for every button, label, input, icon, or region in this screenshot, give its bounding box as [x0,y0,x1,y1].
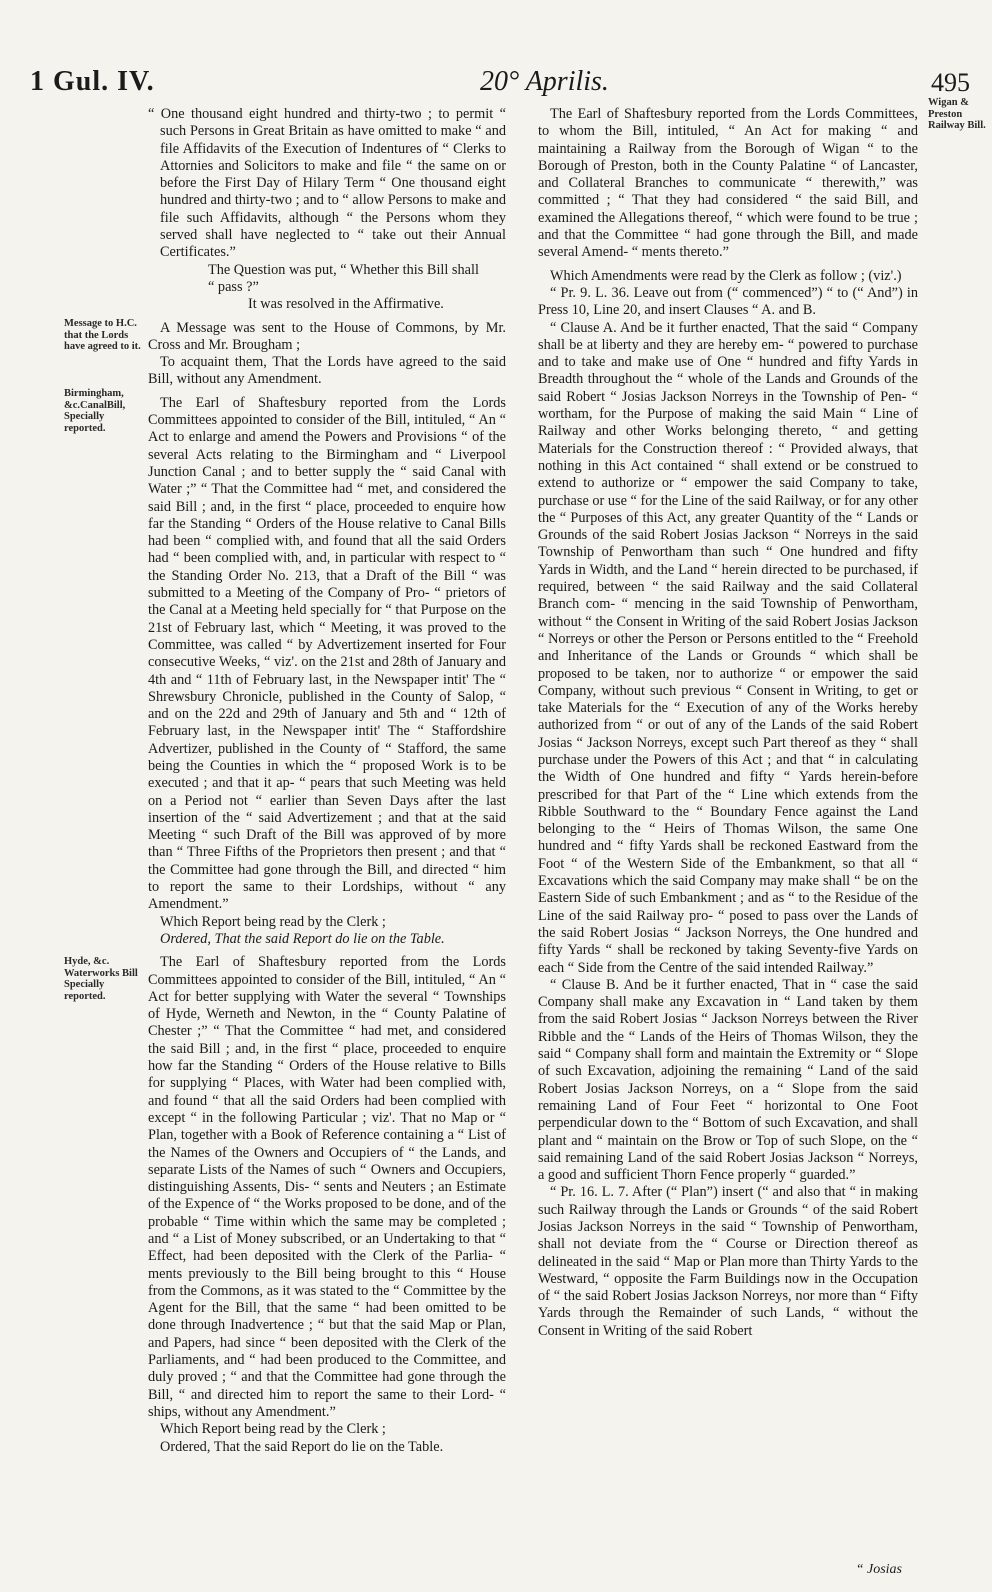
page-header [0,66,992,100]
paragraph: The Question was put, “ Whether this Bill shall [208,261,479,278]
right-column [538,106,918,1340]
paragraph: “ Clause B. And be it further enacted, That in “ case the said Company shall make any Excavation in “ Land taken by them from the said Robert Josias “ Jackson Norreys between the River Ribble and the “ Lands of the Heirs of Thomas Wilson, they the said “ Company shall form and maintain the Extremity or “ Slope of such Excavation, adjoining the remaining “ Land of the said Robert Josias Jackson Norreys, on a “ Slope from the said remaining Land of Four Feet “ horizontal to One Foot perpendicular down to the “ Bottom of such Excavation, and shall plant and “ maintain on the Brow or Top of such Slope, on the “ said remaining Land of the said Robert Josias Jackson “ Norreys, a good and sufficient Thorn Fence properly “ guarded.” [538,976,918,1184]
left-column [148,106,506,1456]
paragraph: Ordered, That the said Report do lie on the Table. [160,930,445,947]
margin-note-hyde: Hyde, &c. Waterworks Bill Specially reported. [64,956,138,1002]
catchword: “ Josias [855,1562,902,1577]
paragraph: “ Clause A. And be it further enacted, That the said “ Company shall be at liberty and they are hereby em- “ powered to purchase and to take and make use of One “ hundred and fifty Yards in Breadth throughout the “ whole of the Lands and Grounds of the said Robert “ Josias Jackson Norreys in the Township of Pen- “ wortham, for the Purpose of making the said Main “ Line of Railway and other Works belonging thereto, “ and getting Materials for the Construction thereof : “ Provided always, that nothing in this Act contained “ shall extend or be construed to extend to authorize or “ empower the said Company to take, purchase or use “ for the Line of the said Railway, or for any other the “ Purposes of this Act, any greater Quantity of the “ Lands or Grounds of the said Robert Josias Jackson “ Norreys in the said Township of Penwortham than such “ One hundred and fifty Yards in Width, and the Land “ herein directed to be purchased, if required, between “ the said Railway and the said Collateral Branch com- “ mencing in the said Township of Penwortham, without “ the Consent in Writing of the said Robert Josias Jackson “ Norreys or other the Person or Persons entitled to the “ Freehold and Inheritance of the Lands or Grounds “ which shall be proposed to be taken, nor to authorize “ or empower the said Company, without such previous “ Consent in Writing, to get or take Materials for the “ Execution of any of the Works hereby authorized from “ or out of any of the Lands of the said Robert Josias “ Jackson Norreys, except such Part thereof as they “ shall purchase under the Powers of this Act ; and that “ in calculating the Width of One hundred and fifty “ Yards herein-before prescribed for that Part of the “ Line which extends from the Ribble Southward to the “ Boundary Fence against the Land belonging to the “ Heirs of Thomas Wilson, the same One hundred and “ fifty Yards shall be reckoned Eastward from the Foot “ of the Western Side of the Embankment, so that all “ Excavations which the said Company may make shall “ be on the Eastern Side of such Embankment ; and as “ to the Residue of the Line of the said Railway pro- “ posed to pass over the Lands of the said Robert Josias “ Jackson Norreys, the One hundred and fifty Yards “ shall be reckoned by taking Seventy-five Yards on each “ Side from the Centre of the said intended Railway.” [538,319,918,976]
margin-note-birmingham: Birmingham, &c.CanalBill, Specially reported. [64,388,126,434]
paragraph: The Earl of Shaftesbury reported from the Lords Committees appointed to consider of the Bill, intituled, “ An “ Act to enlarge and amend the Powers and Provisions “ of the several Acts relating to the Birmingham and “ Liverpool Junction Canal ; and to better supply the “ said Canal with Water ;” “ That the Committee had “ met, and considered the said Bill ; and, in the first “ place, proceeded to enquire how far the Standing “ Orders of the House relative to Canal Bills had been “ complied with, and found that all the said Orders had “ been complied with, and, in particular with respect to “ the Standing Order No. 213, that a Draft of the Bill “ was submitted to a Meeting of the Company of Pro- “ prietors of the Canal at a Meeting held specially for “ that Purpose on the 21st of February last, which “ Meeting, it was proved to the Committee, was called “ by Advertizement inserted for Four consecutive Weeks, “ viz'. on the 21st and 28th of January and 4th and “ 11th of February last, in the Newspaper intit' The “ Shrewsbury Chronicle, published in the County of Salop, “ and on the 22d and 29th of January and 5th and “ 12th of February last, in the Newspaper intit' The “ Staffordshire Advertizer, published in the County of “ Stafford, the same being the Counties in which the “ proposed Work is to be executed ; and that it ap- “ pears that such Meeting was held on a Period not “ earlier than Seven Days after the last insertion of the “ said Advertizement ; and that at the said Meeting “ such Draft of the Bill was approved of by more than “ Three Fifths of the Proprietors then present ; and that “ the Committee had gone through the Bill, and directed “ him to report the same to their Lordships, without “ any Amendment.” [148,394,506,913]
paragraph: “ One thousand eight hundred and thirty-two ; to permit “ such Persons in Great Britain as have omitted to make “ and file Affidavits of the Execution of Indentures of “ Clerks to Attornies and Solicitors to make and file “ the same on or before the First Day of Hilary Term “ One thousand eight hundred and thirty-two ; and to “ allow Persons to make and file such Affidavits, although “ the Persons whom they served shall have neglected to “ take out their Annual Certificates.” [148,106,506,261]
paragraph: “ pass ?” [208,278,259,295]
page-number: 495 [931,68,970,97]
regnal-year: 1 Gul. IV. [30,66,155,97]
paragraph: It was resolved in the Affirmative. [248,296,444,313]
paragraph: To acquaint them, That the Lords have agreed to the said Bill, without any Amendment. [148,354,506,388]
page-date: 20° Aprilis. [480,66,609,97]
paragraph: The Earl of Shaftesbury reported from the Lords Committees appointed to consider of the Bill, intituled, “ An “ Act for better supplying with Water the several “ Townships of Hyde, Werneth and Newton, in the “ County Palatine of Chester ;” “ That the Committee “ had met, and considered the said Bill ; and, in the first “ place, proceeded to enquire how far the Standing “ Orders of the House relative to Bills for supplying “ Places, with Water had been complied with, and found “ that all the said Orders had been complied with except “ in the following Particular ; viz'. That no Map or “ Plan, together with a Book of Reference containing a “ List of the Names of the Owners and Occupiers of “ the Lands, and separate Lists of the Names of such “ Owners and Occupiers, distinguishing Assents, Dis- “ sents and Neuters ; an Estimate of the Expence of “ the Works proposed to be done, and of the probable “ Time within which the same may be completed ; and “ a List of Money subscribed, or an Undertaking to that “ Effect, had been deposited with the Clerk of the Parlia- “ ments previously to the Bill being brought to this “ House from the Commons, as it was stated to the “ Committee by the Agent for the Bill, that the same “ had been omitted to be done through Inadvertence ; “ but that the said Map or Plan, and Papers, had since “ been deposited with the Clerk of the Parliaments, and “ had been produced to the Committee, and duly proved ; “ and that the Committee had gone through the Bill, “ and directed him to report the same to their Lord- “ ships, without any Amendment.” [148,954,506,1420]
paragraph: Which Amendments were read by the Clerk as follow ; (viz'.) [550,267,902,284]
margin-note-message: Message to H.C. that the Lords have agreed to it. [64,318,141,352]
paragraph: Which Report being read by the Clerk ; [160,1421,386,1438]
paragraph: “ Pr. 9. L. 36. Leave out from (“ commenced”) “ to (“ And”) in Press 10, Line 20, and insert Clauses “ A. and B. [538,284,918,319]
margin-note-wigan: Wigan & Preston Railway Bill. [928,97,986,131]
paragraph: Ordered, That the said Report do lie on the Table. [160,1438,444,1455]
paragraph: The Earl of Shaftesbury reported from the Lords Committees, to whom the Bill, intituled, “ An Act for making “ and maintaining a Railway from the Borough of Wigan “ to the Borough of Preston, both in the County Palatine “ of Lancaster, and Collateral Branches to communicate “ therewith,” was committed ; “ That they had considered “ the said Bill, and examined the Allegations thereof, “ which were found to be true ; and that the Committee “ had gone through the Bill, and made several Amend- “ ments thereto.” [538,106,918,261]
paragraph: Which Report being read by the Clerk ; [160,913,386,930]
paragraph: A Message was sent to the House of Commons, by Mr. Cross and Mr. Brougham ; [148,319,506,353]
paragraph: “ Pr. 16. L. 7. After (“ Plan”) insert (“ and also that “ in making such Railway through the Lands or Grounds “ of the said Robert Josias Jackson Norreys in the said “ Township of Penwortham, shall not deviate from the “ Course or Direction thereof as delineated in the said “ Map or Plan more than Thirty Yards to the Westward, “ opposite the Farm Buildings now in the Occupation of “ the said Robert Josias Jackson Norreys, nor more than “ Fifty Yards through the Remainder of such Lands, “ without the Consent in Writing of the said Robert [538,1184,918,1339]
